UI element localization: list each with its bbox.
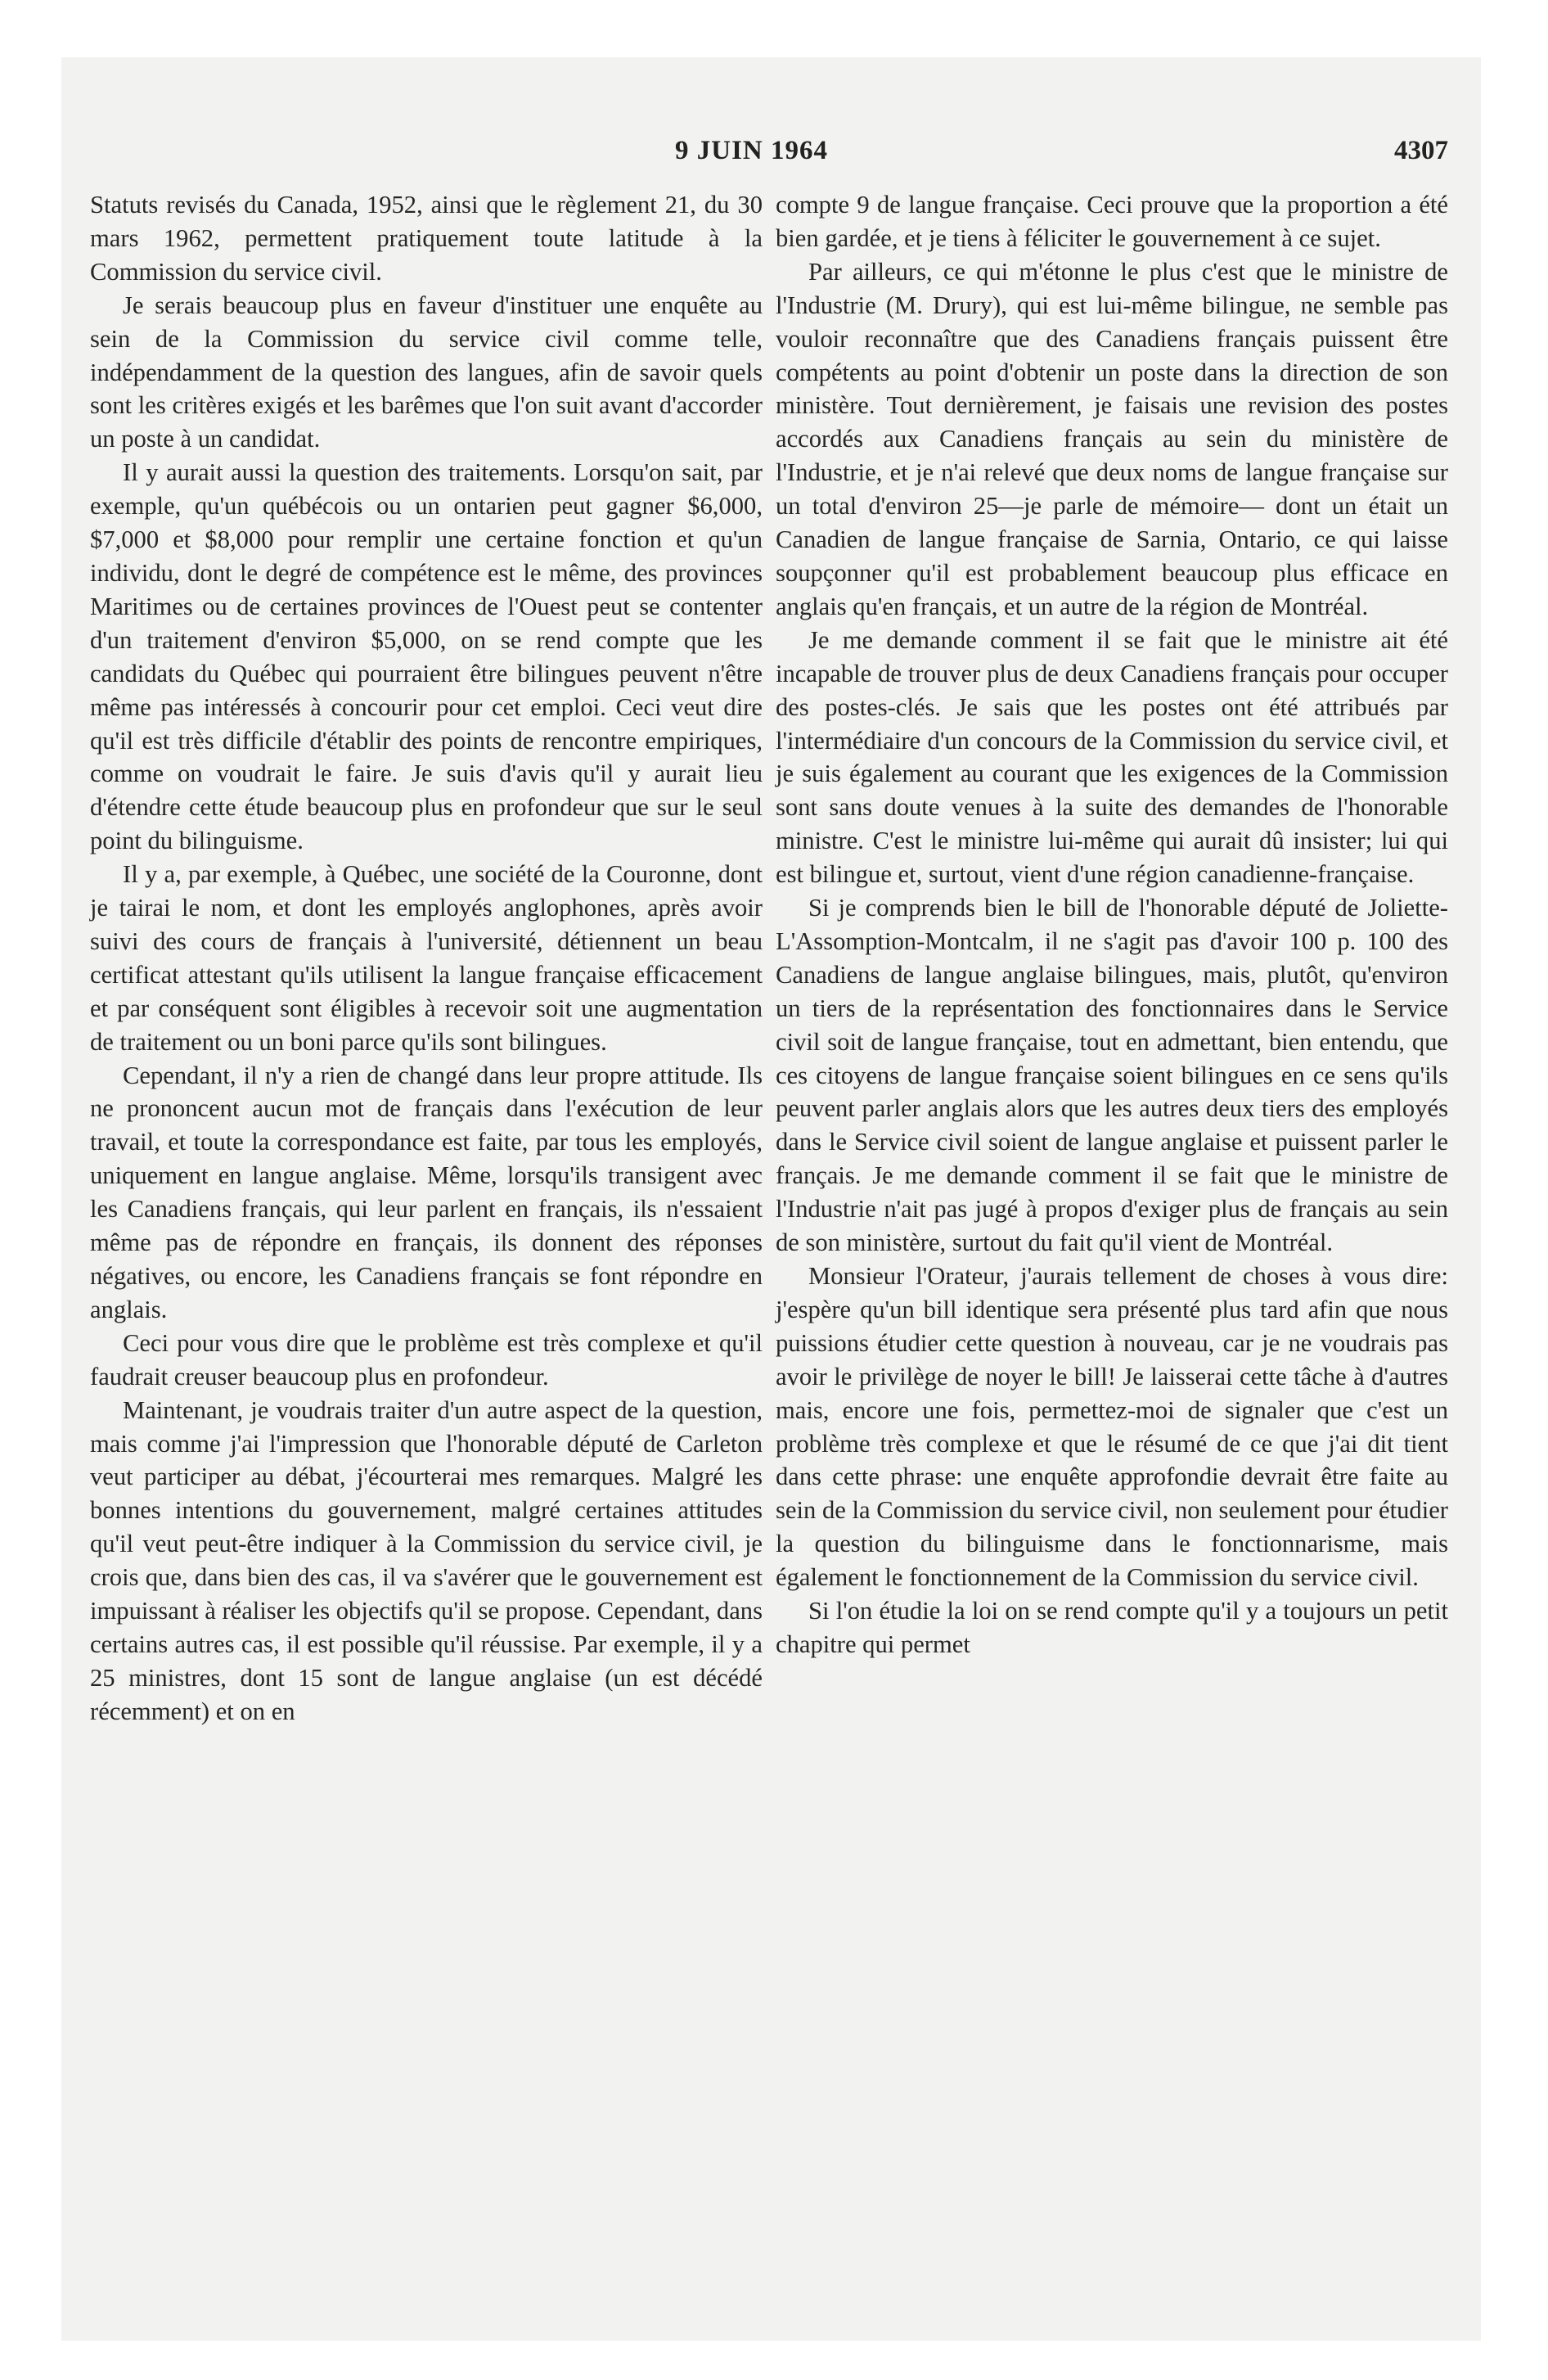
paragraph: Ceci pour vous dire que le problème est très complexe et qu'il faudrait creuser beaucoup plus en profondeur. <box>90 1328 763 1391</box>
paragraph: Cependant, il n'y a rien de changé dans leur propre attitude. Ils ne prononcent aucun mot de français dans l'exécution de leur travail, et toute la correspondance est faite, par tous les employés, uniquement en langue anglaise. Même, lorsqu'ils transigent avec les Canadiens français, qui leur parlent en français, ils n'essaient même pas de répondre en français, ils donnent des réponses négatives, ou encore, les Canadiens français se font répondre en anglais. <box>90 1061 763 1323</box>
paragraph: Monsieur l'Orateur, j'aurais tellement de choses à vous dire: j'espère qu'un bill identique sera présenté plus tard afin que nous puissions étudier cette question à nouveau, car je ne voudrais pas avoir le privilège de noyer le bill! Je laisserai cette tâche à d'autres mais, encore une fois, permettez-moi de signaler que c'est un problème très complexe et que le résumé de ce que j'ai dit tient dans cette phrase: une enquête approfondie devrait être faite au sein de la Commission du service civil, non seulement pour étudier la question du bilinguisme dans le fonctionnarisme, mais également le fonctionnement de la Commission du service civil. <box>776 1262 1448 1592</box>
header-date: 9 JUIN 1964 <box>675 136 829 165</box>
page-number: 4307 <box>1394 136 1448 165</box>
paragraph: Il y a, par exemple, à Québec, une société de la Couronne, dont je tairai le nom, et dont les employés anglophones, après avoir suivi des cours de français à l'université, détiennent un beau certificat attestant qu'ils utilisent la langue française efficacement et par conséquent sont éligibles à recevoir soit une augmentation de traitement ou un boni parce qu'ils sont bilingues. <box>90 860 763 1056</box>
paragraph: Par ailleurs, ce qui m'étonne le plus c'est que le ministre de l'Industrie (M. Drury), qui est lui-même bilingue, ne semble pas vouloir reconnaître que des Canadiens français puissent être compétents au point d'obtenir un poste dans la direction de son ministère. Tout dernièrement, je faisais une revision des postes accordés aux Canadiens français au sein du ministère de l'Industrie, et je n'ai relevé que deux noms de langue française sur un total d'environ 25—je parle de mémoire— dont un était un Canadien de langue française de Sarnia, Ontario, ce qui laisse soupçonner qu'il est probablement beaucoup plus efficace en anglais qu'en français, et un autre de la région de Montréal. <box>776 257 1448 620</box>
paragraph: compte 9 de langue française. Ceci prouve que la proportion a été bien gardée, et je tiens à féliciter le gouvernement à ce sujet. <box>776 191 1448 252</box>
paragraph: Statuts revisés du Canada, 1952, ainsi que le règlement 21, du 30 mars 1962, permettent pratiquement toute latitude à la Commission du service civil. <box>90 191 763 286</box>
paragraph: Je me demande comment il se fait que le ministre ait été incapable de trouver plus de deux Canadiens français pour occuper des postes-clés. Je sais que les postes ont été attribués par l'intermédiaire d'un concours de la Commission du service civil, et je suis également au courant que les exigences de la Commission sont sans doute venues à la suite des demandes de l'honorable ministre. C'est le ministre lui-même qui aurait dû insister; lui qui est bilingue et, surtout, vient d'une région canadienne-française. <box>776 625 1448 889</box>
right-column <box>776 188 1448 1661</box>
paragraph: Je serais beaucoup plus en faveur d'instituer une enquête au sein de la Commission du service civil comme telle, indépendamment de la question des langues, afin de savoir quels sont les critères exigés et les barêmes que l'on suit avant d'accorder un poste à un candidat. <box>90 291 763 453</box>
page-header <box>61 136 1481 177</box>
paragraph: Il y aurait aussi la question des traitements. Lorsqu'on sait, par exemple, qu'un québécois ou un ontarien peut gagner $6,000, $7,000 et $8,000 pour remplir une certaine fonction et qu'un individu, dont le degré de compétence est le même, des provinces Maritimes ou de certaines provinces de l'Ouest peut se contenter d'un traitement d'environ $5,000, on se rend compte que les candidats du Québec qui pourraient être bilingues peuvent n'être même pas intéressés à concourir pour cet emploi. Ceci veut dire qu'il est très difficile d'établir des points de rencontre empiriques, comme on voudrait le faire. Je suis d'avis qu'il y aurait lieu d'étendre cette étude beaucoup plus en profondeur que sur le seul point du bilinguisme. <box>90 458 763 855</box>
paragraph: Si l'on étudie la loi on se rend compte qu'il y a toujours un petit chapitre qui permet <box>776 1597 1448 1658</box>
paragraph: Maintenant, je voudrais traiter d'un autre aspect de la question, mais comme j'ai l'impression que l'honorable député de Carleton veut participer au débat, j'écourterai mes remarques. Malgré les bonnes intentions du gouvernement, malgré certaines attitudes qu'il veut peut-être indiquer à la Commission du service civil, je crois que, dans bien des cas, il va s'avérer que le gouvernement est impuissant à réaliser les objectifs qu'il se propose. Cependant, dans certains autres cas, il est possible qu'il réussise. Par exemple, il y a 25 ministres, dont 15 sont de langue anglaise (un est décédé récemment) et on en <box>90 1395 763 1725</box>
paragraph: Si je comprends bien le bill de l'honorable député de Joliette-L'Assomption-Montcalm, il ne s'agit pas d'avoir 100 p. 100 des Canadiens de langue anglaise bilingues, mais, plutôt, qu'environ un tiers de la représentation des fonctionnaires dans le Service civil soit de langue française, tout en admettant, bien entendu, que ces citoyens de langue française soient bilingues en ce sens qu'ils peuvent parler anglais alors que les autres deux tiers des employés dans le Service civil soient de langue anglaise et puissent parler le français. Je me demande comment il se fait que le ministre de l'Industrie n'ait pas jugé à propos d'exiger plus de français au sein de son ministère, surtout du fait qu'il vient de Montréal. <box>776 894 1448 1257</box>
left-column <box>90 188 763 1729</box>
printed-page <box>61 57 1481 2341</box>
